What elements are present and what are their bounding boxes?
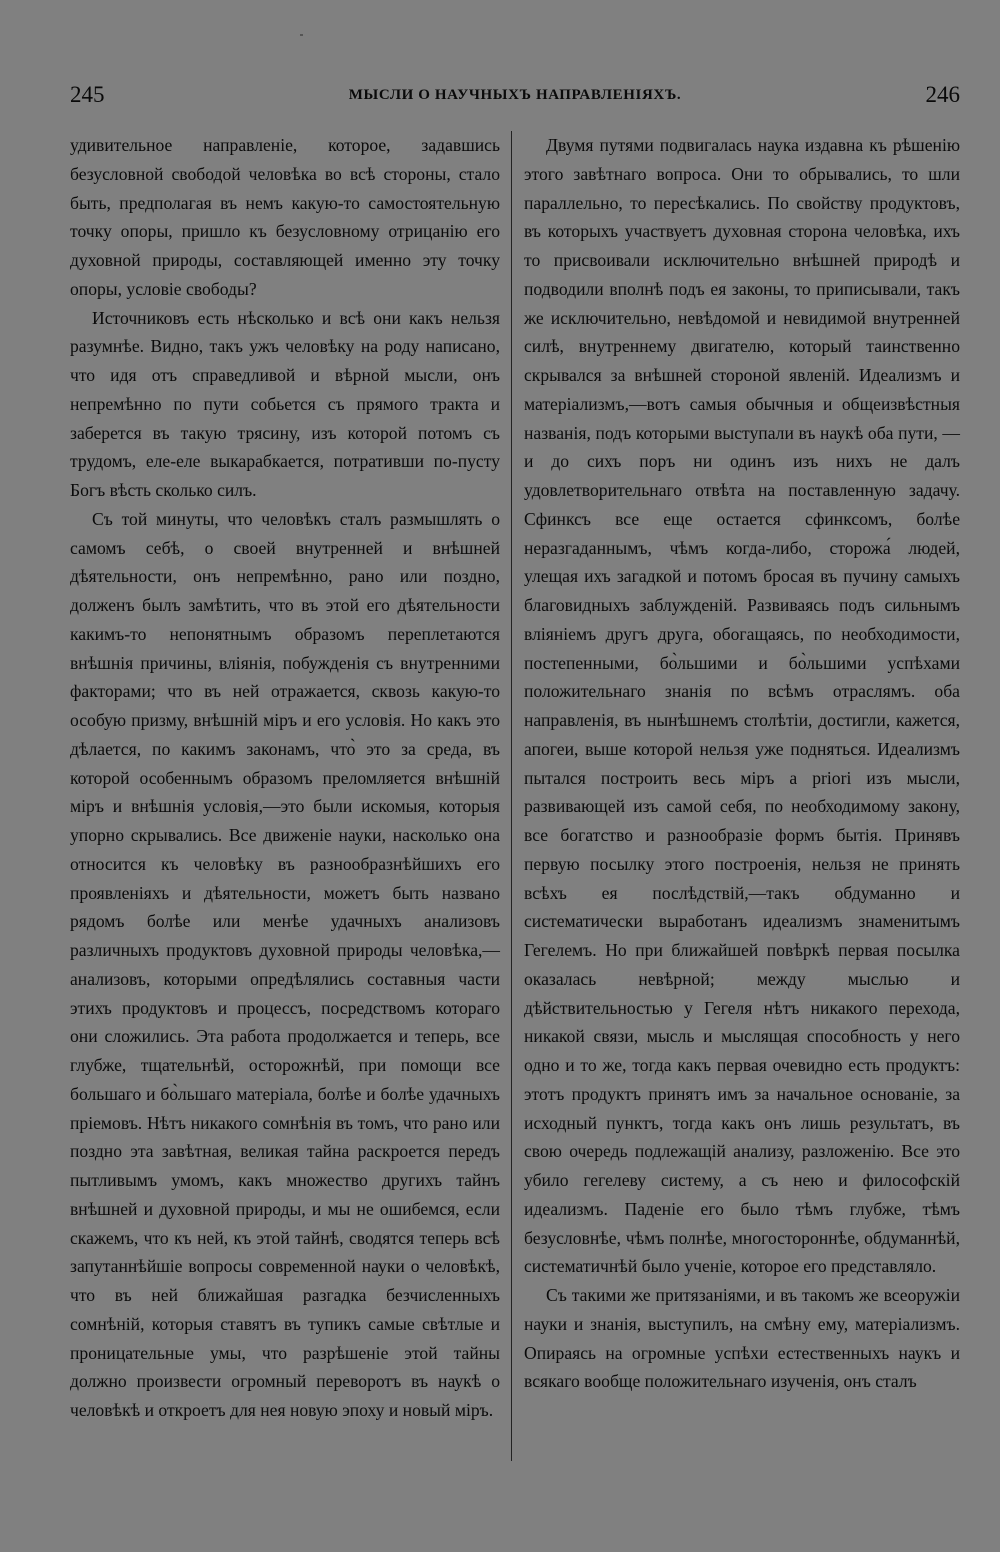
left-paragraph-3: Съ той минуты, что человѣкъ сталъ размышлять о самомъ себѣ, о своей внутренней и внѣшней дѣятельности, онъ непремѣнно, рано или поздно, долженъ былъ замѣтить, что въ этой его дѣятельности какимъ-то непонятнымъ образомъ переплетаются внѣшнія причины, вліянія, побужденія съ внутренними факторами; что въ ней отражается, сквозь какую-то особую призму, внѣшній міръ и его условія. Но какъ это дѣлается, по какимъ законамъ, что̀ это за среда, въ которой особеннымъ образомъ преломляется внѣшній міръ и внѣшнія условія,—это были искомыя, которыя упорно скрывались. Все движеніе науки, насколько она относится къ человѣку въ разнообразнѣйшихъ его проявленіяхъ и дѣятельности, можетъ быть названо рядомъ болѣе или менѣе удачныхъ анализовъ различныхъ продуктовъ духовной природы человѣка,—анализовъ, которыми опредѣлялись составныя части этихъ продуктовъ и процессъ, посредствомъ котораго они сложились. Эта работа продолжается и теперь, все глубже, тщательнѣй, осторожнѣй, при помощи все большаго и бо̀льшаго матеріала, болѣе и болѣе удачныхъ пріемовъ. Нѣтъ никакого сомнѣнія въ томъ, что рано или поздно эта завѣтная, великая тайна раскроется передъ пытливымъ умомъ, какъ множество другихъ тайнъ внѣшней и духовной природы, и мы не ошибемся, если скажемъ, что къ ней, къ этой тайнѣ, сводятся теперь всѣ запутаннѣйшіе вопросы современной науки о человѣкѣ, что въ ней ближайшая разгадка безчисленныхъ сомнѣній, которыя ставятъ въ тупикъ самые свѣтлые и проницательные умы, что разрѣшеніе этой тайны должно произвести огромный переворотъ въ наукѣ о человѣкѣ и откроетъ для нея новую эпоху и новый міръ. xyxy=(70,508,500,1420)
page-header xyxy=(70,82,960,112)
right-paragraph-1: Двумя путями подвигалась наука издавна къ рѣшенію этого завѣтнаго вопроса. Они то обрывались, то шли параллельно, то пересѣкались. По свойству продуктовъ, въ которыхъ участвуетъ духовная сторона человѣка, ихъ то присвоивали исключительно внѣшней природѣ и подводили вполнѣ подъ ея законы, то приписывали, такъ же исключительно, невѣдомой и невидимой внутренней силѣ, внутреннему двигателю, который таинственно скрывался за внѣшней стороной явленій. Идеализмъ и матеріализмъ,—вотъ самыя обычныя и общеизвѣстныя названія, подъ которыми выступали въ наукѣ оба пути, — и до сихъ поръ ни одинъ изъ нихъ не далъ удовлетворительнаго отвѣта на поставленную задачу. Сфинксъ все еще остается сфинксомъ, болѣе неразгаданнымъ, чѣмъ когда-либо, сторожа́ людей, улещая ихъ загадкой и потомъ бросая въ пучину самыхъ благовидныхъ заблужденій. Развиваясь подъ сильнымъ вліяніемъ другъ друга, обогащаясь, по необходимости, постепенными, бо̀льшими и бо̀льшими успѣхами положительнаго знанія по всѣмъ отраслямъ. оба направленія, въ нынѣшнемъ столѣтіи, достигли, кажется, апогеи, выше которой нельзя уже подняться. Идеализмъ пытался построить весь міръ a priori изъ мысли, развивающей изъ самой себя, по необходимому закону, все богатство и разнообразіе формъ бытія. Принявъ первую посылку этого построенія, нельзя не принять всѣхъ ея послѣдствій,—такъ обдуманно и систематически выработанъ идеализмъ знаменитымъ Гегелемъ. Но при ближайшей повѣркѣ первая посылка оказалась невѣрной; между мыслью и дѣйствительностью у Гегеля нѣтъ никакого перехода, никакой связи, мысль и мыслящая способность у него одно и то же, тогда какъ первая очевидно есть продуктъ: этотъ продуктъ принятъ имъ за начальное основаніе, за исходный пунктъ, тогда какъ онъ лишь результатъ, въ свою очередь подлежащій анализу, разложенію. Все это убило гегелеву систему, а съ нею и философскій идеализмъ. Паденіе его было тѣмъ глубже, тѣмъ безусловнѣе, чѣмъ полнѣе, многостороннѣе, обдуманнѣй, систематичнѣй было ученіе, которое его представляло. xyxy=(524,135,960,1277)
right-paragraph-2: Съ такими же притязаніями, и въ такомъ же всеоружіи науки и знанія, выступилъ, на смѣну ему, матеріализмъ. Опираясь на огромные успѣхи естественныхъ наукъ и всякаго вообще положительнаго изученія, онъ сталъ xyxy=(524,1285,960,1392)
right-column xyxy=(524,131,960,1396)
page-number-right: 246 xyxy=(925,82,960,107)
left-paragraph-1: удивительное направленіе, которое, задавшись безусловной свободой человѣка во всѣ стороны, стало быть, предполагая въ немъ какую-то самостоятельную точку опоры, пришло къ безусловному отрицанію его духовной природы, составляющей именно эту точку опоры, условіе свободы? xyxy=(70,135,500,299)
page-number-left: 245 xyxy=(70,82,105,107)
left-paragraph-2: Источниковъ есть нѣсколько и всѣ они какъ нельзя разумнѣе. Видно, такъ ужъ человѣку на роду написано, что идя отъ справедливой и вѣрной мысли, онъ непремѣнно по пути собьется съ прямого тракта и заберется въ такую трясину, изъ которой потомъ съ трудомъ, еле-еле выкарабкается, потративши по-пусту Богъ вѣсть сколько силъ. xyxy=(70,307,500,500)
column-divider xyxy=(511,131,512,1461)
running-title: МЫСЛИ О НАУЧНЫХЪ НАПРАВЛЕНІЯХЪ. xyxy=(348,87,682,103)
scan-speck xyxy=(300,34,303,36)
left-column xyxy=(70,131,500,1425)
